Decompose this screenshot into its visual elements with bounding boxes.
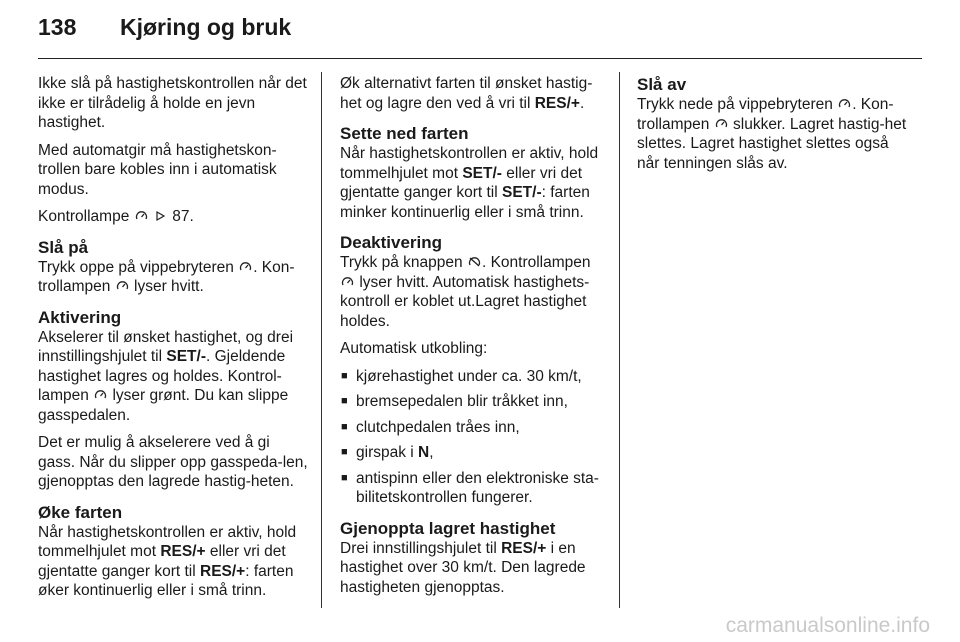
paragraph: Når hastighetskontrollen er aktiv, hold tommelhjulet mot RES/+ eller vri det gjentatte ganger kort til RES/+: farten øker kontinuerlig eller i små trinn. (38, 523, 297, 599)
paragraph: Drei innstillingshjulet til RES/+ i en hastighet over 30 km/t. Den lagrede hastigheten gjenopptas. (340, 539, 586, 596)
cruise-control-icon (341, 276, 354, 288)
page-reference-icon (154, 210, 167, 222)
section-heading: Gjenoppta lagret hastighet (340, 518, 556, 538)
watermark: carmanualsonline.info (725, 614, 930, 637)
page-header (38, 14, 291, 54)
paragraph: Trykk nede på vippebryteren . Kon-trollampen slukker. Lagret hastig-het slettes. Lagret hastighet slettes også når tenningen slås av. (637, 96, 907, 172)
column-divider (619, 72, 620, 608)
column-divider (321, 72, 322, 608)
cruise-control-icon (239, 261, 252, 273)
column-3 (637, 74, 907, 181)
cruise-control-icon (715, 118, 728, 130)
page-number: 138 (38, 14, 77, 40)
section-heading: Slå på (38, 237, 89, 257)
paragraph: Det er mulig å akselerere ved å gi gass. Når du slipper opp gasspeda-len, gjenopptas den lagrede hastig-heten. (38, 434, 308, 490)
paragraph: Kontrollampe 87. (38, 208, 194, 225)
paragraph: Automatisk utkobling: (340, 340, 488, 357)
header-rule (38, 58, 922, 59)
column-2 (340, 74, 608, 605)
cruise-control-icon (838, 98, 851, 110)
paragraph: Når hastighetskontrollen er aktiv, hold tommelhjulet mot SET/- eller vri det gjentatte ganger kort til SET/-: farten minker kontinuerlig eller i små trinn. (340, 145, 599, 221)
list-item: ■ bremsepedalen blir tråkket inn, (340, 392, 608, 412)
paragraph: Trykk oppe på vippebryteren . Kon-trollampen lyser hvitt. (38, 258, 295, 295)
cruise-control-icon (135, 210, 148, 222)
cruise-control-icon (116, 280, 129, 292)
bullet-list (340, 367, 608, 508)
page-title: Kjøring og bruk (120, 14, 292, 40)
list-item: ■ girspak i N, (340, 443, 608, 463)
paragraph: Ikke slå på hastighetskontrollen når det ikke er tilrådelig å holde en jevn hastighet. (38, 75, 307, 131)
paragraph: Trykk på knappen . Kontrollampen lyser hvitt. Automatisk hastighets-kontroll er koblet ut.Lagret hastighet holdes. (340, 254, 591, 330)
section-heading: Deaktivering (340, 233, 443, 252)
section-heading: Slå av (637, 75, 687, 94)
list-item: ■ kjørehastighet under ca. 30 km/t, (340, 367, 608, 387)
section-heading: Øke farten (38, 502, 123, 522)
paragraph: Øk alternativt farten til ønsket hastig-het og lagre den ved å vri til RES/+. (340, 75, 593, 112)
section-heading: Aktivering (38, 307, 122, 327)
list-item: ■ clutchpedalen tråes inn, (340, 418, 608, 438)
column-1 (38, 74, 308, 609)
list-item: ■ antispinn eller den elektroniske sta-bilitetskontrollen fungerer. (340, 469, 608, 508)
paragraph: Med automatgir må hastighetskon-trollen bare kobles inn i automatisk modus. (38, 141, 277, 198)
cruise-control-icon (94, 389, 107, 401)
paragraph: Akselerer til ønsket hastighet, og drei innstillingshjulet til SET/-. Gjeldende hastighet lagres og holdes. Kontrol-lampen lyser grønt. Du kan slippe gasspedalen. (38, 328, 294, 424)
cruise-cancel-icon (468, 256, 481, 268)
section-heading: Sette ned farten (340, 124, 469, 143)
